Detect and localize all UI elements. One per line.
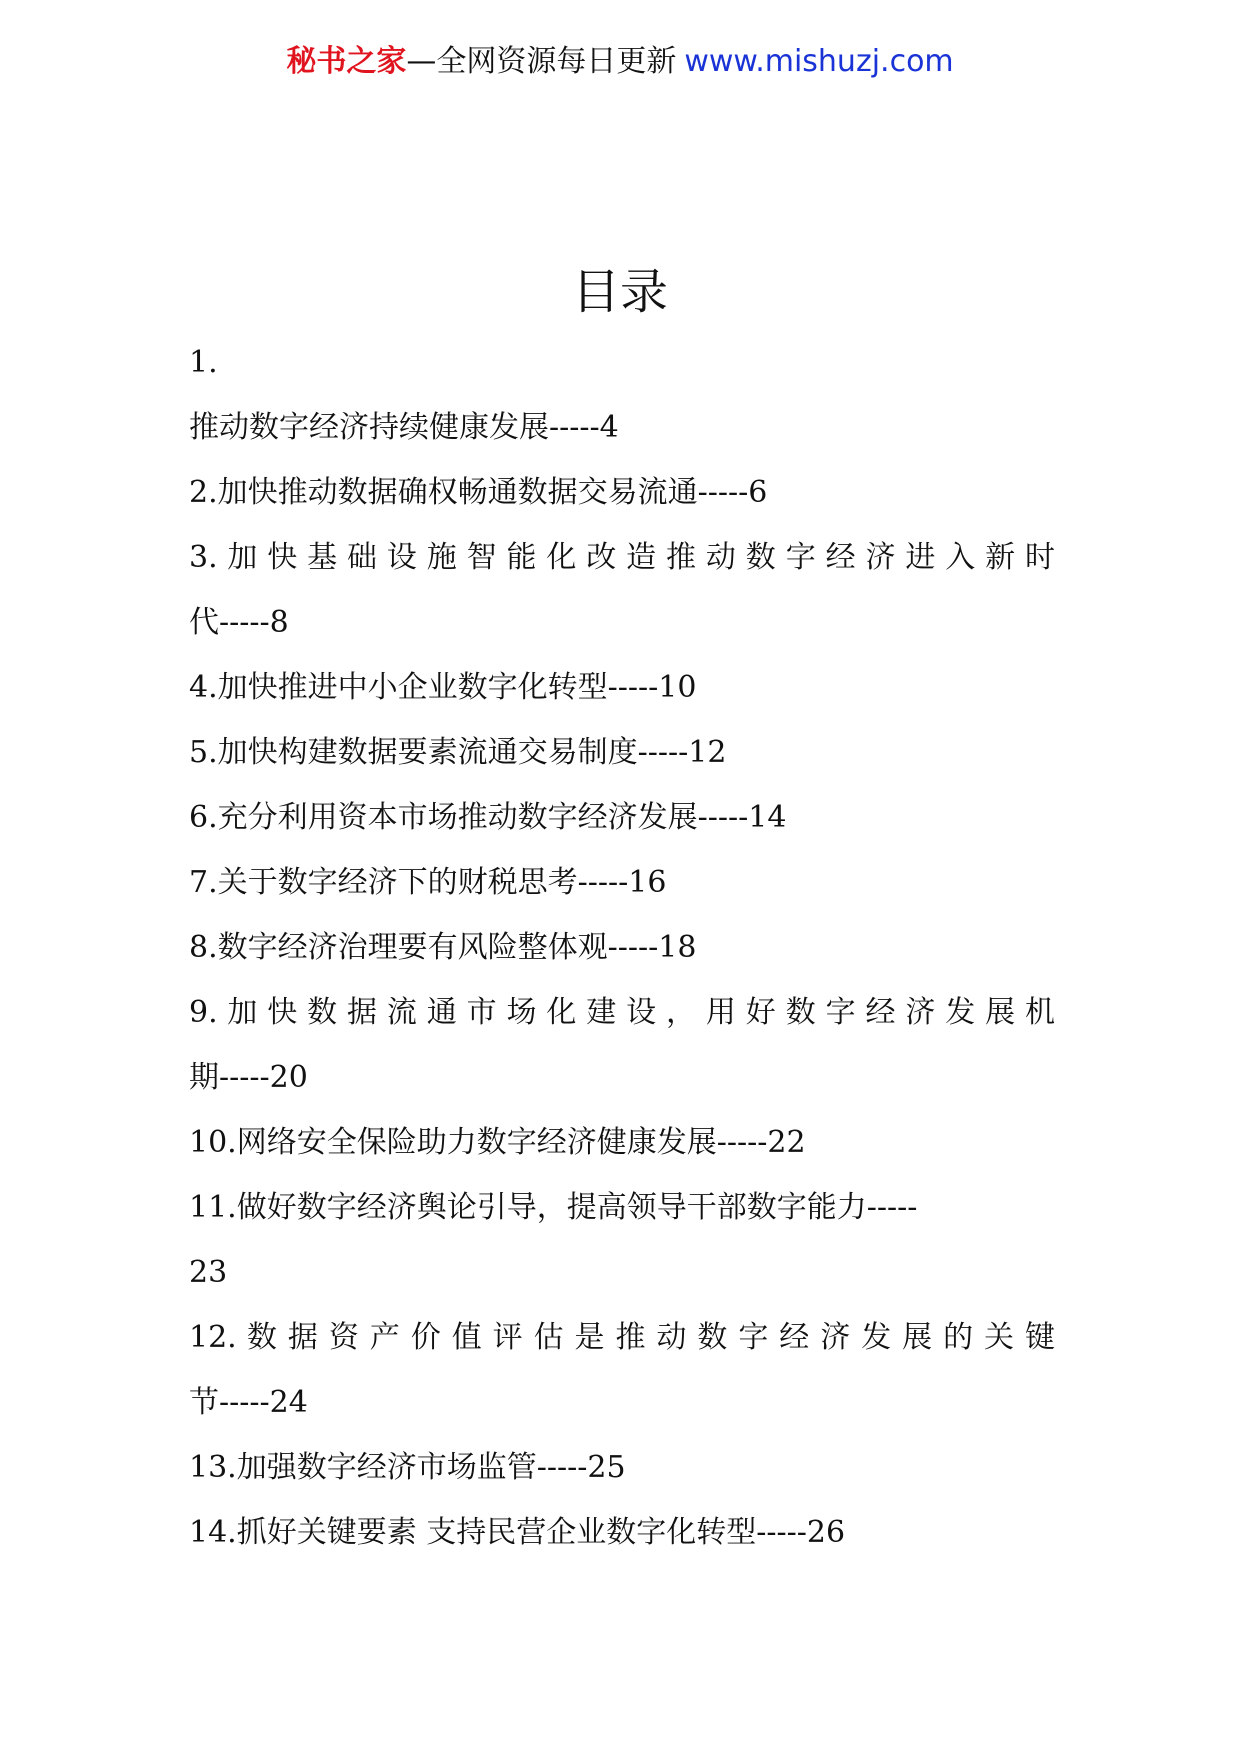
toc-line[interactable]: 节-----24 (189, 1385, 308, 1420)
toc-line[interactable]: 4.加快推进中小企业数字化转型-----10 (189, 670, 697, 705)
site-url-link[interactable]: www.mishuzj.com (684, 44, 954, 79)
toc-line[interactable]: 2.加快推动数据确权畅通数据交易流通-----6 (189, 475, 768, 510)
toc-line[interactable]: 期-----20 (189, 1060, 308, 1095)
toc-line[interactable]: 10.网络安全保险助力数字经济健康发展-----22 (189, 1125, 806, 1160)
toc-line[interactable]: 12. 数 据 资 产 价 值 评 估 是 推 动 数 字 经 济 发 展 的 关 键 (189, 1320, 1055, 1355)
toc-line[interactable]: 6.充分利用资本市场推动数字经济发展-----14 (189, 800, 787, 835)
site-header (0, 40, 1240, 84)
toc-line[interactable]: 3. 加 快 基 础 设 施 智 能 化 改 造 推 动 数 字 经 济 进 入 新 时 (189, 540, 1055, 575)
toc-line[interactable]: 8.数字经济治理要有风险整体观-----18 (189, 930, 697, 965)
site-slogan: —全网资源每日更新 (406, 44, 677, 79)
toc-line[interactable]: 9. 加 快 数 据 流 通 市 场 化 建 设 ， 用 好 数 字 经 济 发 展 机 (189, 995, 1055, 1030)
toc-line[interactable]: 13.加强数字经济市场监管-----25 (189, 1450, 626, 1485)
toc-line[interactable]: 23 (189, 1255, 228, 1290)
toc-line[interactable]: 7.关于数字经济下的财税思考-----16 (189, 865, 667, 900)
toc-line[interactable]: 11.做好数字经济舆论引导，提高领导干部数字能力----- (189, 1190, 918, 1225)
site-brand: 秘书之家 (286, 44, 407, 79)
table-of-contents (189, 330, 1055, 1565)
toc-line[interactable]: 推动数字经济持续健康发展-----4 (189, 410, 619, 445)
toc-line[interactable]: 代-----8 (189, 605, 289, 640)
toc-title: 目录 (571, 264, 668, 320)
toc-line[interactable]: 5.加快构建数据要素流通交易制度-----12 (189, 735, 727, 770)
toc-line[interactable]: 1. (189, 345, 218, 380)
toc-line[interactable]: 14.抓好关键要素 支持民营企业数字化转型-----26 (189, 1515, 846, 1550)
